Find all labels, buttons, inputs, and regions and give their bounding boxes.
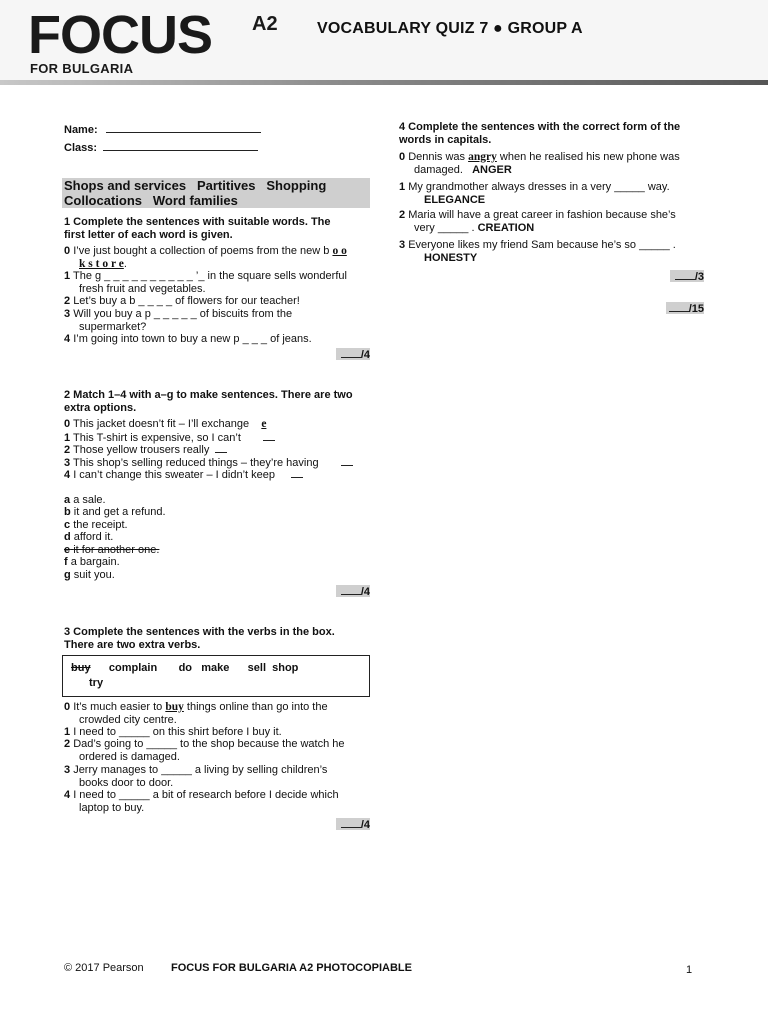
total-score[interactable]: /15 (666, 302, 704, 314)
footer-title: FOCUS FOR BULGARIA A2 PHOTOCOPIABLE (171, 962, 412, 974)
name-field[interactable] (64, 122, 261, 136)
ex4-score[interactable]: /3 (670, 270, 704, 282)
ex3-instruction: 3 Complete the sentences with the verbs in the box. There are two extra verbs. (64, 626, 335, 651)
topic: Partitives (196, 178, 256, 193)
ex2-item: 1 This T-shirt is expensive, so I can’t (64, 431, 275, 445)
brand-logo: FOCUS (28, 5, 212, 65)
ex1-item: 0 I’ve just bought a collection of poems from the new b o o k s t o r e. (64, 245, 347, 270)
ex3-score[interactable]: /4 (336, 818, 370, 830)
ex1-item: 3 Will you buy a p _ _ _ _ _ of biscuits from the supermarket? (64, 308, 293, 333)
brand-subtitle: FOR BULGARIA (30, 61, 134, 76)
brand-level: A2 (252, 13, 278, 35)
ex2-option: b it and get a refund. (64, 506, 166, 518)
ex3-item: 2 Dad’s going to _____ to the shop because the watch he ordered is damaged. (64, 738, 345, 763)
class-field[interactable] (64, 140, 258, 154)
ex2-instruction: 2 Match 1–4 with a–g to make sentences. There are two extra options. (64, 389, 353, 414)
ex2-item: 3 This shop’s selling reduced things – they’re having (64, 456, 353, 470)
ex1-item: 2 Let’s buy a b _ _ _ _ of flowers for our teacher! (64, 295, 300, 307)
ex2-option: a a sale. (64, 494, 106, 506)
class-line[interactable] (103, 140, 258, 151)
topic: Word families (152, 193, 238, 208)
ex2-option: f a bargain. (64, 556, 120, 568)
ex1-instruction: 1 Complete the sentences with suitable words. The first letter of each word is given. (64, 216, 331, 241)
ex2-option-example: e it for another one. (64, 544, 160, 556)
ex2-option: g suit you. (64, 569, 115, 581)
verb-list-line2: try (89, 677, 104, 689)
topic: Shops and services (64, 178, 187, 193)
topics-banner (62, 178, 370, 208)
verb-list: buy complain do make sell shop (71, 662, 299, 674)
ex2-item: 2 Those yellow trousers really (64, 443, 227, 457)
header-divider (0, 80, 768, 85)
page-number: 1 (686, 964, 693, 976)
ex2-score[interactable]: /4 (336, 585, 370, 597)
topic: Shopping (266, 178, 327, 193)
ex2-item: 0 This jacket doesn’t fit – I’ll exchange e (64, 418, 267, 430)
ex4-item: 0 Dennis was angry when he realised his new phone was damaged. ANGER (399, 151, 680, 176)
footer-copyright: © 2017 Pearson (64, 962, 144, 974)
ex1-score[interactable]: /4 (336, 348, 370, 360)
class-label: Class: (64, 142, 98, 154)
quiz-title: VOCABULARY QUIZ 7 ● GROUP A (317, 20, 583, 37)
ex2-option: d afford it. (64, 531, 114, 543)
verb-box (62, 655, 370, 697)
name-line[interactable] (106, 122, 261, 133)
ex4-instruction: 4 Complete the sentences with the correct form of the words in capitals. (399, 121, 681, 146)
ex1-item: 1 The g _ _ _ _ _ _ _ _ _ _ ’_ in the square sells wonderful fresh fruit and vegetables. (64, 270, 347, 295)
ex2-item: 4 I can’t change this sweater – I didn’t keep (64, 468, 303, 482)
ex4-item: 1 My grandmother always dresses in a very _____ way. ELEGANCE (399, 181, 670, 206)
ex3-item: 1 I need to _____ on this shirt before I buy it. (64, 726, 282, 738)
ex3-item: 0 It’s much easier to buy things online than go into the crowded city centre. (64, 701, 328, 726)
topic: Collocations (64, 193, 143, 208)
ex3-item: 3 Jerry manages to _____ a living by selling children’s books door to door. (64, 764, 328, 789)
ex3-item: 4 I need to _____ a bit of research before I decide which laptop to buy. (64, 789, 339, 814)
ex4-item: 3 Everyone likes my friend Sam because he’s so _____ . HONESTY (399, 239, 676, 264)
ex2-option: c the receipt. (64, 519, 128, 531)
ex1-item: 4 I’m going into town to buy a new p _ _ _ of jeans. (64, 333, 312, 345)
ex4-item: 2 Maria will have a great career in fashion because she’s very _____ . CREATION (399, 209, 676, 234)
name-label: Name: (64, 124, 98, 136)
